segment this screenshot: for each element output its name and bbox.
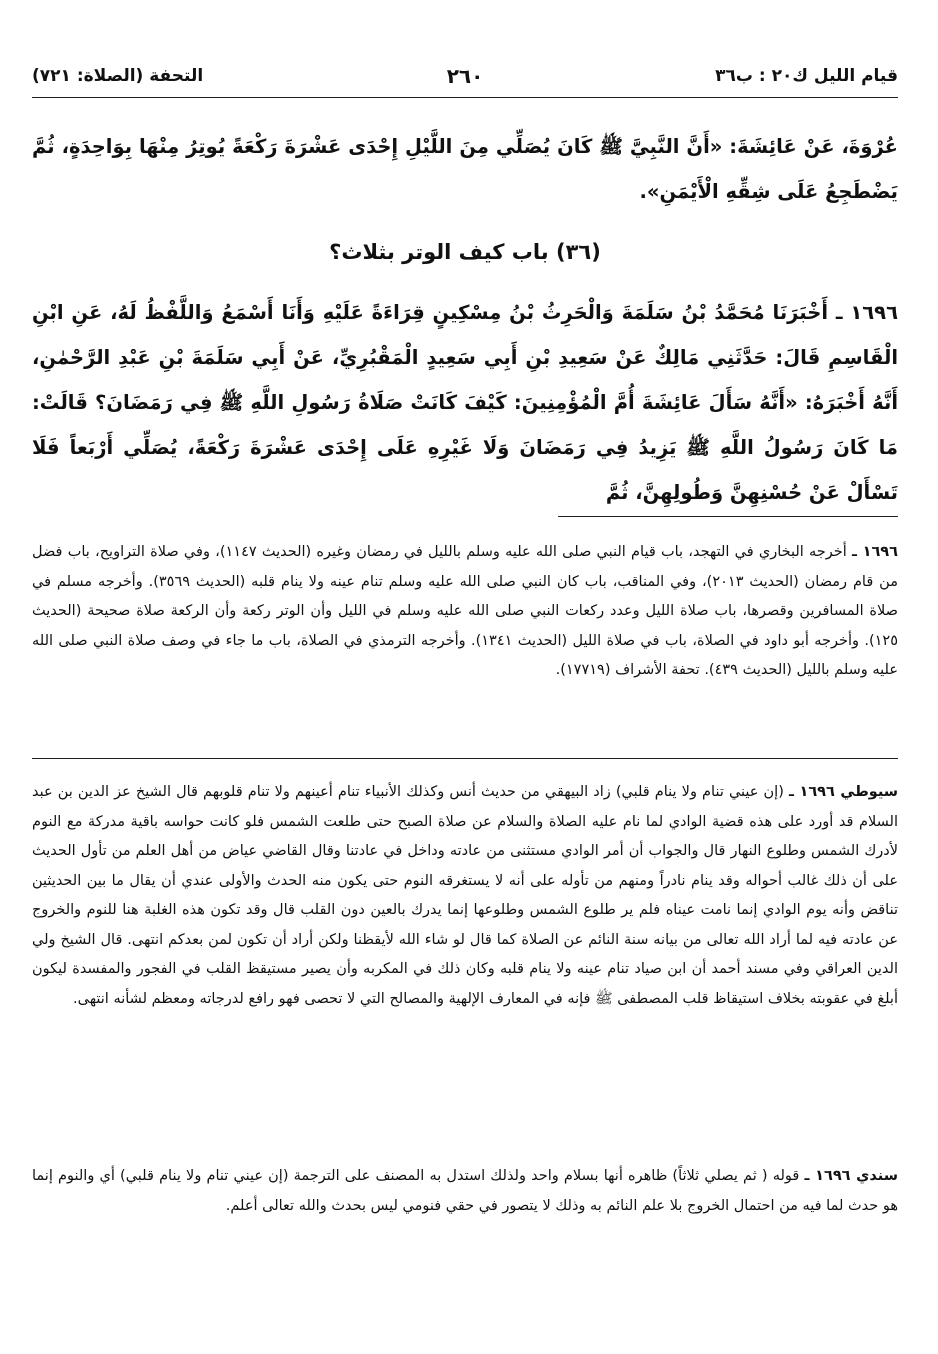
- footnote-separator: [558, 516, 898, 517]
- footnote-text: أخرجه البخاري في التهجد، باب قيام النبي صلى الله عليه وسلم بالليل في رمضان وغيره (الحديث ١١٤٧)، وفي صلاة التراويح، باب فضل من قام رمضان (الحديث ٢٠١٣)، وفي المناقب، باب كان النبي صلى الله عليه وسلم تنام عينه ولا ينام قلبه (الحديث ٣٥٦٩). وأخرجه مسلم في صلاة المسافرين وقصرها، باب صلاة الليل وعدد ركعات النبي صلى الله عليه وسلم في الليل وأن الوتر ركعة وأن الركعة صلاة صحيحة (الحديث ١٢٥). وأخرجه أبو داود في الصلاة، باب في صلاة الليل (الحديث ١٣٤١). وأخرجه الترمذي في الصلاة، باب ما جاء في وصف صلاة النبي صلى الله عليه وسلم بالليل (الحديث ٤٣٩). تحفة الأشراف (١٧٧١٩).: [32, 544, 898, 678]
- hadith-number: ١٦٩٦ ـ: [835, 301, 898, 324]
- footnote-number: ١٦٩٦ ـ: [851, 544, 898, 560]
- page-number: ٢٦٠: [446, 64, 484, 88]
- takhrij-footnote: [32, 538, 898, 686]
- sindi-text: قوله ( ثم يصلي ثلاثاً) ظاهره أنها بسلام واحد ولذلك استدل به المصنف على الترجمة (إن عيني تنام ولا ينام قلبي) أي والنوم إنما هو حدث لما فيه من احتمال الخروج بلا علم النائم به وذلك لا يتصور في حقي فنومي ليس بحدث والله تعالى أعلم.: [32, 1168, 898, 1214]
- header-tuhfa-ref: التحفة (الصلاة: ٧٢١): [32, 66, 204, 86]
- previous-hadith-text: عُرْوَةَ، عَنْ عَائِشَةَ: «أَنَّ النَّبِيَّ ﷺ كَانَ يُصَلِّي مِنَ اللَّيْلِ إِحْدَى عَشْرَةَ رَكْعَةً يُوتِرُ مِنْهَا بِوَاحِدَةٍ، ثُمَّ يَضْطَجِعُ عَلَى شِقِّهِ الْأَيْمَنِ».: [32, 135, 898, 203]
- header-chapter-ref: قيام الليل ك٢٠ : ب٣٦: [715, 66, 898, 86]
- hadith-text: أَخْبَرَنَا مُحَمَّدُ بْنُ سَلَمَةَ وَالْحَرِثُ بْنُ مِسْكِينٍ قِرَاءَةً عَلَيْهِ وَأَنَا أَسْمَعُ وَاللَّفْظُ لَهُ، عَنِ ابْنِ الْقَاسِمِ قَالَ: حَدَّثَنِي مَالِكٌ عَنْ سَعِيدِ بْنِ أَبِي سَعِيدٍ الْمَقْبُرِيِّ، عَنْ أَبِي سَلَمَةَ بْنِ عَبْدِ الرَّحْمٰنِ، أَنَّهُ أَخْبَرَهُ: «أَنَّهُ سَأَلَ عَائِشَةَ أُمَّ الْمُؤْمِنِينَ: كَيْفَ كَانَتْ صَلَاةُ رَسُولِ اللَّهِ ﷺ فِي رَمَضَانَ؟ قَالَتْ: مَا كَانَ رَسُولُ اللَّهِ ﷺ يَزِيدُ فِي رَمَضَانَ وَلَا غَيْرِهِ عَلَى إِحْدَى عَشْرَةَ رَكْعَةً، يُصَلِّي أَرْبَعاً فَلَا تَسْأَلْ عَنْ حُسْنِهِنَّ وَطُولِهِنَّ، ثُمَّ: [32, 301, 898, 504]
- suyuti-lead: سيوطي ١٦٩٦ ـ: [788, 784, 899, 800]
- suyuti-commentary: [32, 778, 898, 1014]
- sindi-lead: سندي ١٦٩٦ ـ: [804, 1168, 898, 1184]
- header-rule: [32, 97, 898, 98]
- sindi-commentary: [32, 1162, 898, 1221]
- chapter-heading: (٣٦) باب كيف الوتر بثلاث؟: [329, 240, 601, 264]
- previous-hadith-end: [32, 124, 898, 214]
- running-header: [32, 60, 898, 96]
- commentary-separator: [32, 758, 898, 759]
- suyuti-text: (إن عيني تنام ولا ينام قلبي) زاد البيهقي من حديث أنس وكذلك الأنبياء تنام أعينهم ولا تنام قلوبهم قال الشيخ عز الدين بن عبد السلام قد أورد على هذه قضية الوادي لما نام عليه الصلاة والسلام عن صلاة الصبح حتى طلعت الشمس فلو كانت حواسه باقية مدركة مع النوم لأدرك الشمس وطلوع النهار قال والجواب أن أمر الوادي مستثنى من عادته وداخل في عادتنا وقال القاضي عياض من أهل العلم من تأول الحديث على أن ذلك غالب أحواله وقد ينام نادراً ومنهم من تأوله على أنه لا يستغرقه النوم حتى يكون منه الحدث والأولى عندي أن يقال ما بين الحديثين تناقض وأنه يوم الوادي إنما نامت عيناه فلم ير طلوع الشمس وطلوعها إنما يدرك بالعين دون القلب قال وقد تكون هذه الغلبة هنا للنوم والخروج عن عادته فيه لما أراد الله تعالى من بيانه سنة النائم عن الصلاة كما قال لو شاء الله لأيقظنا ولكن أراد أن تكون لمن بعدكم انتهى. قال الشيخ ولي الدين العراقي وفي مسند أحمد أن ابن صياد تنام عينه ولا ينام قلبه وكان ذلك في المكربه وأن يصير مستيقظ القلب في الفجور والمفسدة ليكون أبلغ في عقوبته بخلاف استيقاظ قلب المصطفى ﷺ فإنه في المعارف الإلهية والمصالح التي لا تحصى فهو رافع لدرجاته ومعظم لشأنه انتهى.: [32, 784, 898, 1007]
- hadith-1696: [32, 290, 898, 515]
